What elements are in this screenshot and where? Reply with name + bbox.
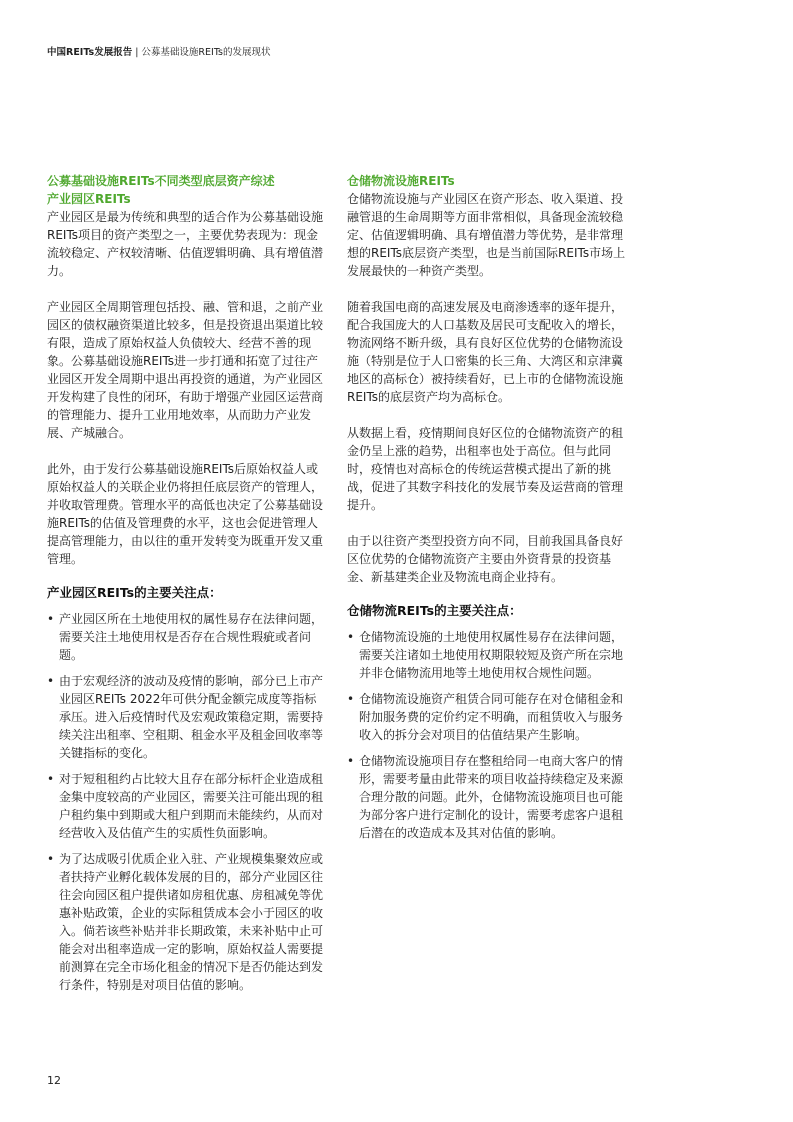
list-item [47,610,327,664]
left-column [47,172,327,1002]
running-header [47,44,271,58]
right-column [347,172,629,850]
paragraph: 从数据上看，疫情期间良好区位的仓储物流资产的租金仍呈上涨的趋势，出租率也处于高位。但与此同时，疫情也对高标仓的传统运营模式提出了新的挑战，促进了其数字科技化的发展节奏及运营商的管理提升。 [347,426,624,512]
key-points-list-warehouse-logistics [347,628,629,842]
paragraph: 产业园区是最为传统和典型的适合作为公募基础设施REITs项目的资产类型之一，主要优势表现为：现金流较稳定、产权较清晰、估值逻辑明确、具有增值潜力。 [47,210,324,278]
paragraph: 仓储物流设施与产业园区在资产形态、收入渠道、投融管退的生命周期等方面非常相似，具备现金流较稳定、估值逻辑明确、具有增值潜力等优势，是非常理想的REITs底层资产类型，也是当前国际REITs市场上发展最快的一种资产类型。 [347,192,626,278]
key-points-heading-warehouse-logistics: 仓储物流REITs的主要关注点： [347,603,522,618]
list-item [47,850,327,994]
list-item [47,672,327,762]
header-report-title: 中国REITs发展报告 [47,47,133,58]
bullet-icon: • [47,772,55,786]
paragraph: 由于以往资产类型投资方向不同，目前我国具备良好区位优势的仓储物流资产主要由外资背景的投资基金、新基建类企业及物流电商企业持有。 [347,534,624,584]
list-item [47,770,327,842]
paragraph: 产业园区全周期管理包括投、融、管和退，之前产业园区的债权融资渠道比较多，但是投资退出渠道比较有限，造成了原始权益人负债较大、经营不善的现象。公募基础设施REITs进一步打通和拓宽了过往产业园区开发全周期中退出再投资的通道，为产业园区开发构建了良性的闭环，有助于增强产业园区运营商的管理能力、提升工业用地效率，从而助力产业发展、产城融合。 [47,300,324,440]
bullet-icon: • [347,754,355,768]
paragraph: 随着我国电商的高速发展及电商渗透率的逐年提升，配合我国庞大的人口基数及居民可支配收入的增长，物流网络不断升级，具有良好区位优势的仓储物流设施（特别是位于人口密集的长三角、大湾区和京津冀地区的高标仓）被持续看好，已上市的仓储物流设施REITs的底层资产均为高标仓。 [347,300,624,404]
list-item-text: 对于短租租约占比较大且存在部分标杆企业造成租金集中度较高的产业园区，需要关注可能出现的租户租约集中到期或大租户到期而未能续约，从而对经营收入及估值产生的实质性负面影响。 [59,772,324,840]
subsection-heading-warehouse-logistics: 仓储物流设施REITs [347,174,455,188]
list-item-text: 为了达成吸引优质企业入驻、产业规模集聚效应或者扶持产业孵化载体发展的目的，部分产业园区往往会向园区租户提供诸如房租优惠、房租减免等优惠补贴政策，企业的实际租赁成本会小于园区的收入。倘若该些补贴并非长期政策，未来补贴中止可能会对出租率造成一定的影响，原始权益人需要提前测算在完全市场化租金的情况下是否仍能达到发行条件，特别是对项目估值的影响。 [59,852,324,992]
list-item-text: 仓储物流设施资产租赁合同可能存在对仓储租金和附加服务费的定价约定不明确，而租赁收入与服务收入的拆分会对项目的估值结果产生影响。 [359,692,624,742]
list-item [347,752,629,842]
list-item-text: 仓储物流设施的土地使用权属性易存在法律问题，需要关注诸如土地使用权期限较短及资产所在宗地并非仓储物流用地等土地使用权合规性问题。 [359,630,624,680]
section-heading: 公募基础设施REITs不同类型底层资产综述 [47,174,275,188]
header-separator: | [135,47,139,58]
bullet-icon: • [47,674,55,688]
bullet-icon: • [47,612,55,626]
list-item-text: 由于宏观经济的波动及疫情的影响，部分已上市产业园区REITs 2022年可供分配金额完成度等指标承压。进入后疫情时代及宏观政策稳定期，需要持续关注出租率、空租期、租金水平及租金回收率等关键指标的变化。 [59,674,324,760]
bullet-icon: • [347,630,355,644]
header-section-title: 公募基础设施REITs的发展现状 [141,47,271,58]
paragraph: 此外，由于发行公募基础设施REITs后原始权益人或原始权益人的关联企业仍将担任底层资产的管理人，并收取管理费。管理水平的高低也决定了公募基础设施REITs的估值及管理费的水平，这也会促进管理人提高管理能力，由以往的重开发转变为既重开发又重管理。 [47,462,324,566]
key-points-list-industrial-park [47,610,327,994]
list-item [347,690,629,744]
list-item [347,628,629,682]
subsection-heading-industrial-park: 产业园区REITs [47,192,131,206]
page-number: 12 [47,1074,61,1087]
list-item-text: 仓储物流设施项目存在整租给同一电商大客户的情形，需要考量由此带来的项目收益持续稳定及来源合理分散的问题。此外，仓储物流设施项目也可能为部分客户进行定制化的设计，需要考虑客户退租后潜在的改造成本及其对估值的影响。 [359,754,624,840]
bullet-icon: • [47,852,55,866]
list-item-text: 产业园区所在土地使用权的属性易存在法律问题，需要关注土地使用权是否存在合规性瑕疵或者问题。 [59,612,324,662]
key-points-heading-industrial-park: 产业园区REITs的主要关注点： [47,585,222,600]
bullet-icon: • [347,692,355,706]
